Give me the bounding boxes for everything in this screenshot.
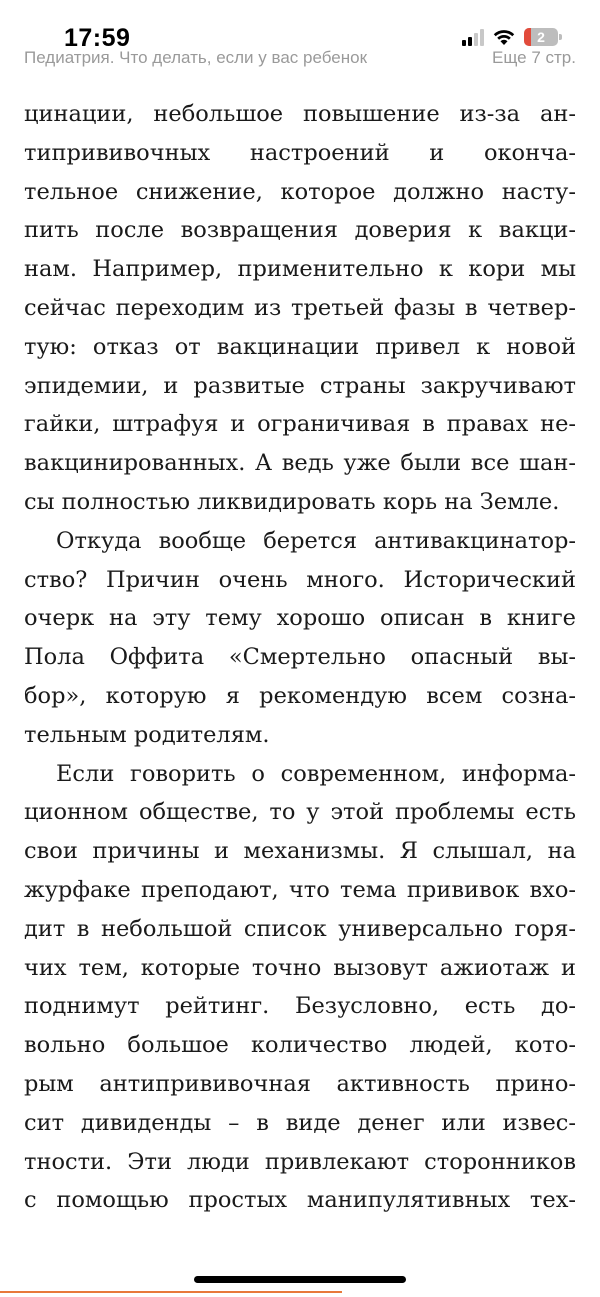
text-line: с помощью простых манипулятивных тех- (24, 1187, 576, 1214)
reading-progress-bar (0, 1291, 600, 1293)
book-title: Педиатрия. Что делать, если у вас ребенок (24, 48, 368, 67)
text-line: ционном обществе, то у этой проблемы есть (24, 799, 576, 826)
text-line: Откуда вообще берется антивакцинатор- (56, 527, 576, 554)
text-line: вакцинированных. А ведь уже были все шан- (24, 450, 576, 477)
status-icons (462, 28, 558, 46)
text-line: Пола Оффита «Смертельно опасный вы- (24, 644, 576, 671)
book-page-text[interactable] (24, 95, 576, 1220)
text-line: Если говорить о современном, информа- (56, 760, 576, 787)
text-line: дит в небольшой список универсально горя- (24, 915, 576, 942)
text-line: вольно большое количество людей, кото- (24, 1032, 576, 1059)
pages-left-indicator: Еще 7 стр. (492, 48, 576, 67)
text-line: тельное снижение, которое должно насту- (24, 178, 576, 205)
home-indicator[interactable] (194, 1276, 406, 1283)
text-line: цинации, небольшое повышение из-за ан- (24, 101, 576, 127)
text-line: чих тем, которые точно вызовут ажиотаж и (24, 954, 576, 981)
battery-icon (524, 28, 558, 46)
text-line: нам. Например, применительно к кори мы (24, 256, 576, 283)
text-line: тую: отказ от вакцинации привел к новой (24, 333, 576, 360)
text-line: тельным родителям. (24, 721, 270, 748)
status-time: 17:59 (64, 24, 131, 52)
text-line: ство? Причин очень много. Исторический (24, 566, 576, 593)
text-line: рым антипрививочная активность прино- (24, 1070, 576, 1097)
text-line: бор», которую я рекомендую всем созна- (24, 682, 576, 709)
text-line: поднимут рейтинг. Безусловно, есть до- (24, 993, 576, 1020)
text-line: сейчас переходим из третьей фазы в четвер- (24, 294, 576, 321)
text-line: гайки, штрафуя и ограничивая в правах не- (24, 411, 576, 438)
text-line: сы полностью ликвидировать корь на Земле. (24, 488, 560, 515)
text-line: журфаке преподают, что тема прививок вхо- (24, 876, 576, 903)
text-line: типрививочных настроений и оконча- (24, 139, 576, 166)
reading-progress-fill (0, 1291, 342, 1293)
text-line: пить после возвращения доверия к вакци- (24, 217, 576, 244)
text-line: тности. Эти люди привлекают сторонников (24, 1148, 576, 1175)
text-line: эпидемии, и развитые страны закручивают (24, 372, 576, 399)
reader-header[interactable] (24, 48, 576, 68)
text-line: свои причины и механизмы. Я слышал, на (24, 838, 576, 865)
wifi-icon (492, 28, 516, 46)
battery-level-fill (524, 28, 531, 46)
status-bar (0, 0, 600, 52)
text-line: очерк на эту тему хорошо описан в книге (24, 605, 576, 632)
cellular-signal-icon (462, 28, 484, 46)
text-line: сит дивиденды – в виде денег или извес- (24, 1109, 576, 1136)
battery-percent: 2 (537, 29, 545, 45)
